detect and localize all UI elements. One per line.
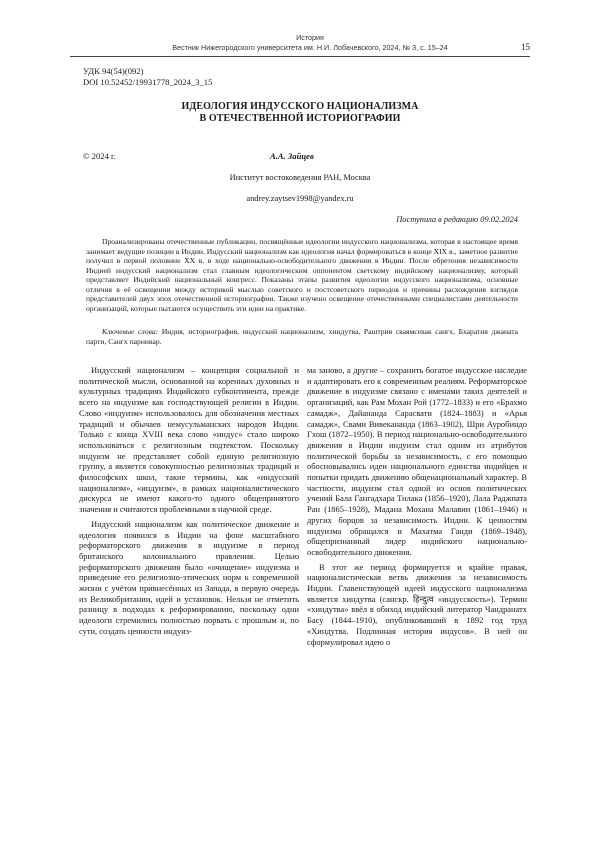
author-affiliation: Институт востоковедения РАН, Москва xyxy=(229,173,371,182)
title-line-1: ИДЕОЛОГИЯ ИНДУССКОГО НАЦИОНАЛИЗМА xyxy=(181,101,419,112)
abstract: Проанализированы отечественные публикации, посвящённые идеологии индусского национализма, которая в настоящее время занимает ведущие позиции в Индии. Индусский национализм как идеология начал формироваться в конце XIX в., заметное развитие получил в первой половине XX в. в ходе национально-освободительного движения в Индии. После обретения независимости Индией индусский национализм стал главным идеологическим оппонентом светскому индийскому национализму, который представляет Индийский национальный конгресс. Показаны этапы развития идеологии индусского национализма, основные отличия в её освещении между историкой мыслью советского и постсоветского периодов и причины расхождения взглядов представителей двух эпох отечественной историографии. Также изучено освещение отечественными специалистами деятельности организаций, которые пытаются осуществить эти идеи на практике. xyxy=(86,237,518,313)
running-head xyxy=(90,33,530,52)
body-paragraph: Индусский национализм – концепция социальной и политической мысли, основанной на коренных духовных и культурных традициях Индийского субконтинента, прежде всего на индуизме как господствующей религии в Индии. Слово «индуизм» использовалось для обозначения местных традиций и обычаев немусульманских народов Индии. Только с конца XVIII века слово «индус» стало широко использоваться с религиозным подтекстом. Поскольку индуизм не представляет собой единую религиозную группу, а является совокупностью религиозных традиций и философских школ, такие термины, как «индусский национализм», «индуизм», в рамках националистического дискурса не имеют какого-то одного общепринятого значения и считаются проблемными в научной среде. xyxy=(79,365,299,515)
author-email: andrey.zaytsev1998@yandex.ru xyxy=(246,194,354,203)
body-paragraph: Индусский национализм как политическое движение и идеология появился в Индии на фоне масштабного реформаторского движения в индуизме в период британского колониального правления. Целью реформаторского движения было «очищение» индуизма и приведение его религиозно-этических норм к современной жизни с учётом привнесённых из Запада, в первую очередь из Великобритании, идей и установок. Нельзя не отметить разницу в подходах к реформированию, поскольку одни идеологи стремились полностью порвать с прошлым и, по сути, создать ценности индуиз- xyxy=(79,518,299,636)
udc-code: УДК 94(54)(092) xyxy=(83,66,144,76)
title-line-2: В ОТЕЧЕСТВЕННОЙ ИСТОРИОГРАФИИ xyxy=(199,113,401,124)
article-identifiers xyxy=(83,66,212,88)
header-rule xyxy=(70,56,530,57)
section-name: История xyxy=(296,33,324,42)
body-paragraph: В этот же период формируется и крайне правая, националистическая ветвь движения за независимость Индии. Главенствующей идеей индусского национализма является хиндутва (санскр. हिन्दुत्व «индусскость»). Термин «хиндутва» ввёл в обиход индийский литератор Чандранатх Басу (1844–1910), опубликовавший в 1892 год труд «Хиндутва. Подлинная история индусов». В ней он сформулировал идею о xyxy=(307,561,527,647)
page-number: 15 xyxy=(521,42,530,52)
keywords xyxy=(86,327,518,346)
body-paragraph: ма заново, а другие – сохранить богатое индусское наследие и адаптировать его к современным реалиям. Реформаторское движение в индуизме связано с именами таких деятелей и организаций, как Рам Мохан Рой (1772–1833) и его «Брахмо самадж», Дайананда Сарасвати (1824–1883) и «Арья самадж», Свами Вивекананда (1863–1902), Шри Ауробиндо Гхош (1872–1950). В период национально-освободительного движения в Индии индуизм стал одним из атрибутов политической борьбы за независимость, с его помощью обосновывались идеи национального единства индийцев и попытки придать движению общенациональный характер. В частности, индуизм стал одной из основ политических учений Бала Гангадхара Тилака (1856–1920), Лала Раджпата Ран (1865–1928), Мадана Мохана Малавии (1861–1946) и других борцов за независимость Индии. К ценностям индуизма обращался и Махатма Ганди (1869–1948), общепризнанный лидер индийского национально-освободительного движения. xyxy=(307,365,527,557)
doi: DOI 10.52452/19931778_2024_3_15 xyxy=(83,77,213,87)
body-column-right xyxy=(307,365,527,647)
article-title xyxy=(120,101,480,125)
keywords-text: Индия, историография, индусский национализм, хиндутва, Раштрия сваямсевак сангх, Бхаратия джаната парти, Сангх парнивар. xyxy=(86,327,518,346)
body-column-left xyxy=(79,365,299,637)
received-date: Поступила в редакцию 09.02.2024 xyxy=(396,215,518,224)
author-name: А.А. Зайцев xyxy=(270,151,314,161)
keywords-label: Ключевые слова: xyxy=(102,327,159,336)
copyright-year: © 2024 г. xyxy=(83,151,116,161)
journal-citation: Вестник Нижегородского университета им. Н.И. Лобачевского, 2024, № 3, с. 15–24 xyxy=(172,42,448,52)
